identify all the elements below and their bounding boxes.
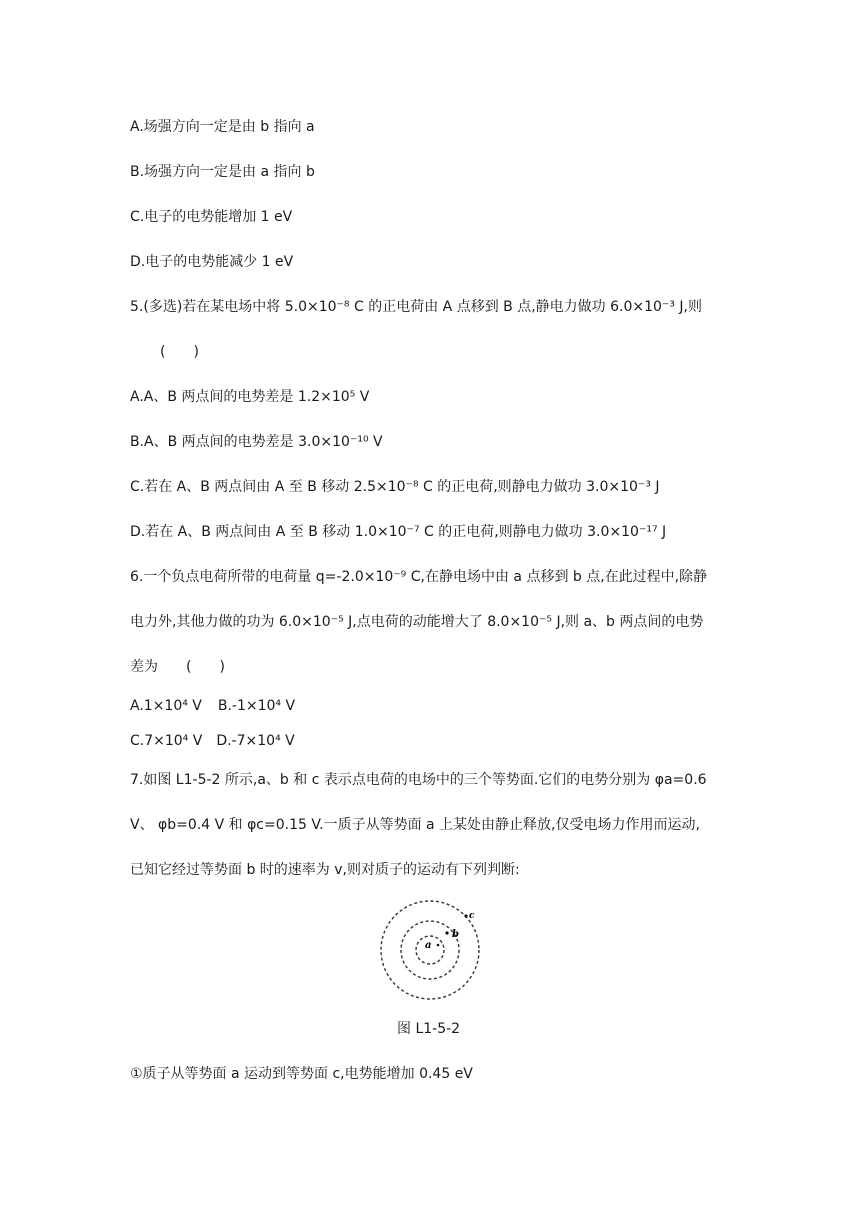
q7-stem-line-2: V、 φb=0.4 V 和 φc=0.15 V.一质子从等势面 a 上某处由静止释放,仅受电场力作用而运动, bbox=[130, 817, 700, 833]
q4-option-c: C.电子的电势能增加 1 eV bbox=[130, 209, 293, 225]
q6-options-row-2 bbox=[130, 731, 295, 751]
q4-option-d: D.电子的电势能减少 1 eV bbox=[130, 254, 294, 270]
q6-stem-line-1: 6.一个负点电荷所带的电荷量 q=-2.0×10⁻⁹ C,在静电场中由 a 点移到 b 点,在此过程中,除静 bbox=[130, 569, 708, 585]
q6-option-d: D.-7×10⁴ V bbox=[216, 733, 295, 749]
label-b: b bbox=[452, 929, 459, 940]
q5-option-c: C.若在 A、B 两点间由 A 至 B 移动 2.5×10⁻⁸ C 的正电荷,则静电力做功 3.0×10⁻³ J bbox=[130, 479, 660, 495]
q7-stem-line-3: 已知它经过等势面 b 时的速率为 v,则对质子的运动有下列判断: bbox=[130, 862, 520, 878]
q5-stem: 5.(多选)若在某电场中将 5.0×10⁻⁸ C 的正电荷由 A 点移到 B 点,静电力做功 6.0×10⁻³ J,则 bbox=[130, 299, 702, 315]
q5-option-a: A.A、B 两点间的电势差是 1.2×10⁵ V bbox=[130, 389, 370, 405]
q6-option-c: C.7×10⁴ V bbox=[130, 733, 203, 749]
label-a: a bbox=[425, 940, 432, 951]
q6-option-b: B.-1×10⁴ V bbox=[217, 698, 296, 714]
label-c: c bbox=[469, 911, 475, 921]
q5-option-b: B.A、B 两点间的电势差是 3.0×10⁻¹⁰ V bbox=[130, 434, 383, 450]
q7-stem-line-1: 7.如图 L1-5-2 所示,a、b 和 c 表示点电荷的电场中的三个等势面.它们的电势分别为 φa=0.6 bbox=[130, 772, 707, 788]
q6-option-a: A.1×10⁴ V bbox=[130, 698, 202, 714]
q6-stem-line-2: 电力外,其他力做的功为 6.0×10⁻⁵ J,点电荷的动能增大了 8.0×10⁻⁵ J,则 a、b 两点间的电势 bbox=[130, 614, 704, 630]
q6-options-row-1 bbox=[130, 696, 295, 716]
point-c-dot bbox=[464, 914, 467, 917]
point-b-dot bbox=[445, 931, 448, 934]
equipotential-diagram bbox=[376, 896, 486, 1006]
point-charge-dot bbox=[437, 944, 440, 947]
q5-answer-paren: ( ) bbox=[160, 344, 199, 360]
q4-option-a: A.场强方向一定是由 b 指向 a bbox=[130, 119, 315, 135]
q6-stem-line-3: 差为 ( ) bbox=[130, 659, 225, 675]
q5-option-d: D.若在 A、B 两点间由 A 至 B 移动 1.0×10⁻⁷ C 的正电荷,则静电力做功 3.0×10⁻¹⁷ J bbox=[130, 524, 667, 540]
q7-judgment-1: ①质子从等势面 a 运动到等势面 c,电势能增加 0.45 eV bbox=[130, 1066, 473, 1082]
figure-caption: 图 L1-5-2 bbox=[397, 1021, 461, 1037]
q4-option-b: B.场强方向一定是由 a 指向 b bbox=[130, 164, 315, 180]
